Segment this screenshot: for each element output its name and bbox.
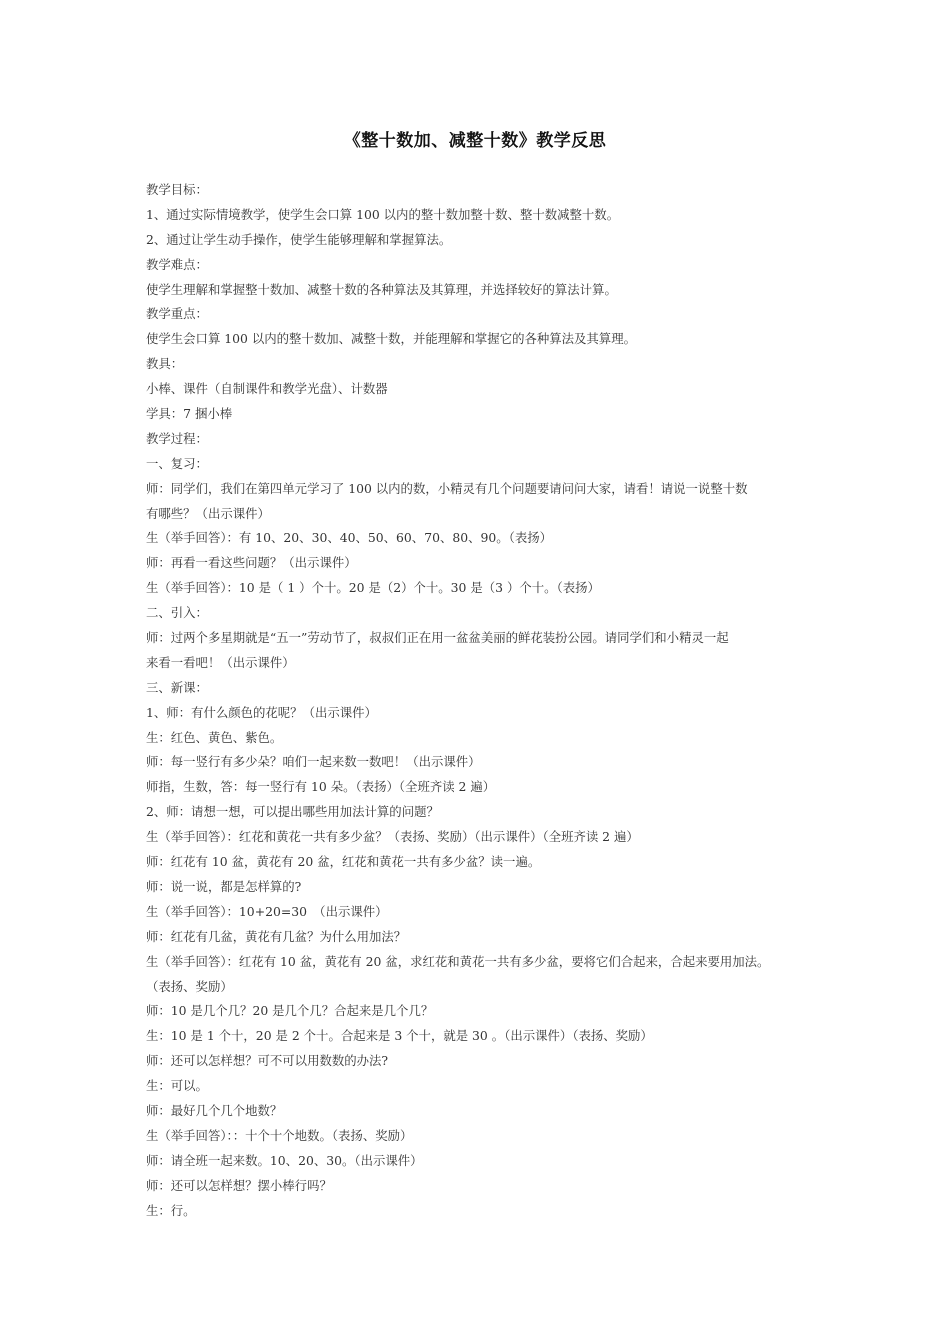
text-line: 生（举手回答）：10 是（ 1 ）个十。20 是（2）个十。30 是（3 ）个十。（表扬） bbox=[146, 580, 600, 596]
text-line: 师：每一竖行有多少朵？咱们一起来数一数吧！（出示课件） bbox=[146, 754, 481, 770]
text-line: 生：行。 bbox=[146, 1202, 196, 1218]
text-line: 师：还可以怎样想？摆小棒行吗？ bbox=[146, 1177, 332, 1193]
text-line: 有哪些？（出示课件） bbox=[146, 505, 270, 521]
text-line: 2、通过让学生动手操作，使学生能够理解和掌握算法。 bbox=[146, 231, 452, 247]
document-body bbox=[146, 178, 836, 1223]
text-line: 师：最好几个几个地数？ bbox=[146, 1102, 283, 1118]
text-line: 二、引入： bbox=[146, 605, 208, 621]
text-line: 小棒、课件（自制课件和教学光盘）、计数器 bbox=[146, 381, 388, 397]
text-line: （表扬、奖励） bbox=[146, 978, 233, 994]
text-line: 使学生会口算 100 以内的整十数加、减整十数，并能理解和掌握它的各种算法及其算理。 bbox=[146, 331, 636, 347]
text-line: 学具：7 捆小棒 bbox=[146, 406, 233, 422]
text-line: 师：过两个多星期就是“五一”劳动节了，叔叔们正在用一盆盆美丽的鲜花装扮公园。请同学们和小精灵一起 bbox=[146, 630, 729, 646]
text-line: 生（举手回答）：红花和黄花一共有多少盆？（表扬、奖励）（出示课件）（全班齐读 2 遍） bbox=[146, 829, 639, 845]
text-line: 师：红花有 10 盆，黄花有 20 盆，红花和黄花一共有多少盆？读一遍。 bbox=[146, 854, 541, 870]
text-line: 教学难点： bbox=[146, 256, 208, 272]
text-line: 生（举手回答）：10+20=30 （出示课件） bbox=[146, 903, 388, 919]
text-line: 1、师：有什么颜色的花呢？（出示课件） bbox=[146, 704, 377, 720]
text-line: 师：请全班一起来数。10、20、30。（出示课件） bbox=[146, 1152, 423, 1168]
text-line: 教具： bbox=[146, 356, 184, 372]
text-line: 1、通过实际情境教学，使学生会口算 100 以内的整十数加整十数、整十数减整十数。 bbox=[146, 206, 620, 222]
text-line: 使学生理解和掌握整十数加、减整十数的各种算法及其算理，并选择较好的算法计算。 bbox=[146, 281, 617, 297]
text-line: 来看一看吧！（出示课件） bbox=[146, 654, 295, 670]
text-line: 生：红色、黄色、紫色。 bbox=[146, 729, 283, 745]
text-line: 生：10 是 1 个十，20 是 2 个十。合起来是 3 个十，就是 30 。（出示课件）（表扬、奖励） bbox=[146, 1028, 653, 1044]
text-line: 师：还可以怎样想？可不可以用数数的办法? bbox=[146, 1053, 389, 1069]
text-line: 2、师：请想一想，可以提出哪些用加法计算的问题？ bbox=[146, 804, 439, 820]
text-line: 师：再看一看这些问题？（出示课件） bbox=[146, 555, 357, 571]
text-line: 教学目标： bbox=[146, 182, 208, 197]
text-line: 一、复习： bbox=[146, 455, 208, 471]
text-line: 生：可以。 bbox=[146, 1078, 208, 1094]
text-line: 师指，生数，答：每一竖行有 10 朵。（表扬）（全班齐读 2 遍） bbox=[146, 779, 496, 795]
text-line: 生（举手回答）：有 10、20、30、40、50、60、70、80、90。（表扬） bbox=[146, 530, 553, 546]
text-line: 师：同学们，我们在第四单元学习了 100 以内的数，小精灵有几个问题要请问问大家，请看！请说一说整十数 bbox=[146, 480, 748, 496]
document-title: 《整十数加、减整十数》教学反思 bbox=[343, 131, 607, 151]
text-line: 师：10 是几个几？20 是几个几？合起来是几个几？ bbox=[146, 1003, 434, 1019]
text-line: 三、新课： bbox=[146, 679, 208, 695]
text-line: 生（举手回答）：红花有 10 盆，黄花有 20 盆，求红花和黄花一共有多少盆，要将它们合起来，合起来要用加法。 bbox=[146, 953, 770, 969]
text-line: 教学重点： bbox=[146, 306, 208, 322]
text-line: 教学过程： bbox=[146, 430, 208, 446]
text-line: 师：红花有几盆，黄花有几盆？为什么用加法？ bbox=[146, 928, 407, 944]
text-line: 生（举手回答）：：十个十个地数。（表扬、奖励） bbox=[146, 1127, 413, 1143]
text-line: 师：说一说，都是怎样算的? bbox=[146, 878, 302, 894]
